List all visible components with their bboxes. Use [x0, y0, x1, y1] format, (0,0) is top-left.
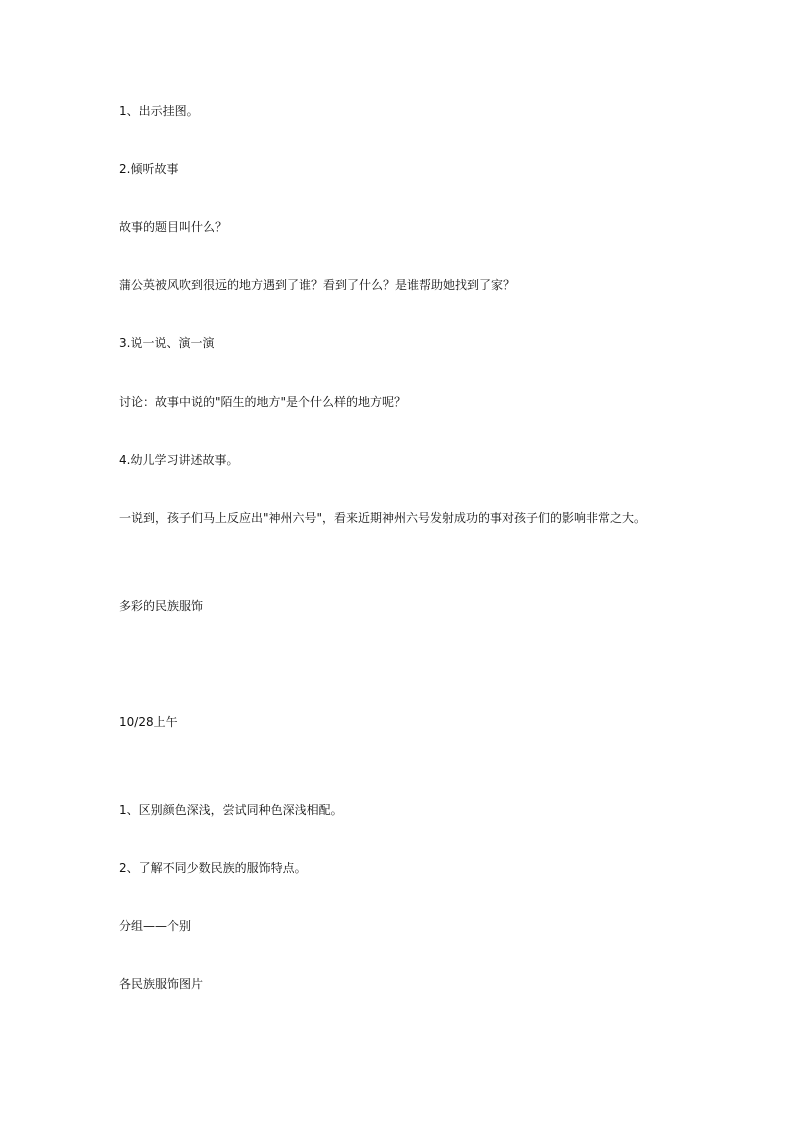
materials-line: 各民族服饰图片 [119, 977, 204, 991]
section-title-line: 多彩的民族服饰 [119, 599, 204, 613]
reflection-line: 一说到，孩子们马上反应出"神州六号"，看来近期神州六号发射成功的事对孩子们的影响非常之大。 [119, 511, 647, 525]
date-line: 10/28上午 [119, 715, 178, 729]
question-title-line: 故事的题目叫什么？ [119, 220, 228, 234]
step-1-line: 1、出示挂图。 [119, 104, 199, 118]
goal-1-line: 1、区别颜色深浅，尝试同种色深浅相配。 [119, 803, 343, 817]
step-2-line: 2.倾听故事 [119, 162, 179, 176]
step-3-line: 3.说一说、演一演 [119, 336, 215, 350]
grouping-line: 分组——个别 [119, 919, 192, 933]
step-4-line: 4.幼儿学习讲述故事。 [119, 453, 239, 467]
question-story-line: 蒲公英被风吹到很远的地方遇到了谁？看到了什么？是谁帮助她找到了家？ [119, 278, 516, 292]
discussion-line: 讨论：故事中说的"陌生的地方"是个什么样的地方呢？ [119, 395, 407, 409]
goal-2-line: 2、了解不同少数民族的服饰特点。 [119, 861, 307, 875]
